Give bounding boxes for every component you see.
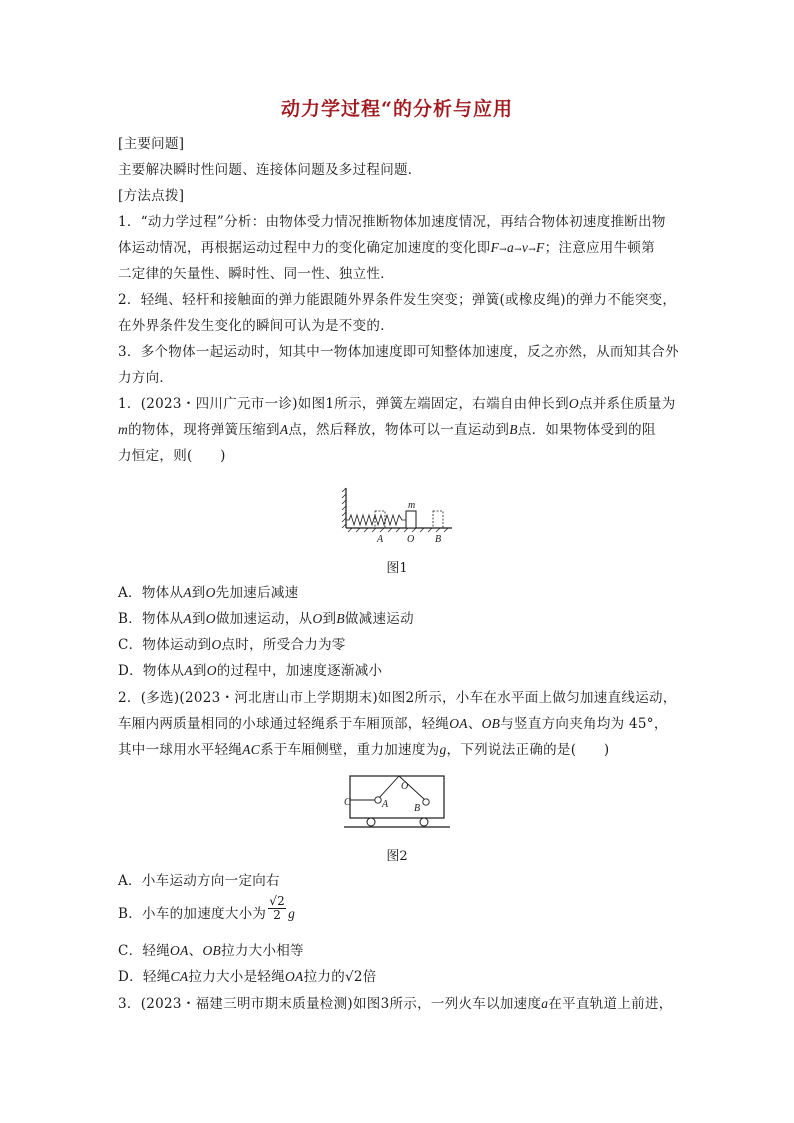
q2-option-b: B．小车的加速度大小为 $\frac{√2}{2}$ g xyxy=(118,894,296,922)
q2-option-d: D．轻绳CA拉力大小是轻绳OA拉力的√2倍 xyxy=(118,969,377,985)
question-1-line-2: m的物体，现将弹簧压缩到A点，然后释放，物体可以一直运动到B点．如果物体受到的阻 xyxy=(118,422,656,438)
figure-2-label-C: C xyxy=(344,797,351,808)
method-1-line-2: 体运动情况，再根据运动过程中力的变化确定加速度的变化即F→a→v→F；注意应用牛顿第 xyxy=(118,240,655,256)
question-1-line-3: 力恒定，则( ) xyxy=(118,448,226,464)
method-3-line-1: 3．多个物体一起运动时，知其中一物体加速度即可知整体加速度，反之亦然，从而知其合外 xyxy=(118,344,679,360)
figure-2-caption: 图2 xyxy=(386,849,408,864)
q1-option-b: B．物体从A到O做加速运动，从O到B做减速运动 xyxy=(118,611,414,627)
figure-2-label-B: B xyxy=(414,803,421,814)
section-heading-main: [主要问题] xyxy=(118,136,185,152)
q2-option-a: A．小车运动方向一定向右 xyxy=(118,873,280,889)
figure-1-caption: 图1 xyxy=(386,561,408,576)
q1-option-a: A．物体从A到O先加速后减速 xyxy=(118,585,299,601)
figure-2-label-O: O xyxy=(401,781,409,792)
method-3-line-2: 力方向． xyxy=(118,370,174,386)
figure-1-label-A: A xyxy=(377,534,384,545)
question-2-line-2: 车厢内两质量相同的小球通过轻绳系于车厢顶部，轻绳OA、OB与竖直方向夹角均为 45°， xyxy=(118,716,668,732)
section-heading-method: [方法点拨] xyxy=(118,188,185,204)
method-2-line-1: 2．轻绳、轻杆和接触面的弹力能跟随外界条件发生突变；弹簧(或橡皮绳)的弹力不能突变， xyxy=(118,292,677,308)
figure-1-label-m: m xyxy=(408,500,416,511)
q1-option-c: C．物体运动到O点时，所受合力为零 xyxy=(118,637,346,653)
question-2-line-3: 其中一球用水平轻绳AC系于车厢侧壁，重力加速度为g，下列说法正确的是( ) xyxy=(118,742,610,758)
q2-option-c: C．轻绳OA、OB拉力大小相等 xyxy=(118,943,304,959)
question-2-line-1: 2．(多选)(2023・河北唐山市上学期期末)如图2所示，小车在水平面上做匀加速直线运动， xyxy=(118,690,677,706)
figure-2-label-A: A xyxy=(382,799,389,810)
main-issues-text: 主要解决瞬时性问题、连接体问题及多过程问题． xyxy=(118,162,422,178)
method-2-line-2: 在外界条件发生变化的瞬间可认为是不变的． xyxy=(118,318,394,334)
q1-option-d: D．物体从A到O的过程中，加速度逐渐减小 xyxy=(118,663,383,679)
figure-1-label-B: B xyxy=(435,534,442,545)
figure-1-spring-diagram xyxy=(340,484,458,546)
figure-1-label-O: O xyxy=(407,534,415,545)
method-1-line-1: 1．“动力学过程”分析：由物体受力情况推断物体加速度情况，再结合物体初速度推断出物 xyxy=(118,214,666,230)
question-3-line-1: 3．(2023・福建三明市期末质量检测)如图3所示，一列火车以加速度a在平直轨道上前进， xyxy=(118,996,673,1012)
question-1-line-1: 1．(2023・四川广元市一诊)如图1所示，弹簧左端固定，右端自由伸长到O点并系住质量为 xyxy=(118,396,676,412)
method-1-line-3: 二定律的矢量性、瞬时性、同一性、独立性． xyxy=(118,266,394,282)
figure-2-car-diagram xyxy=(344,774,450,834)
fraction-sqrt2-over-2: $\frac{√2}{2}$ xyxy=(269,894,286,922)
page-title: 动力学过程“的分析与应用 xyxy=(281,98,513,120)
